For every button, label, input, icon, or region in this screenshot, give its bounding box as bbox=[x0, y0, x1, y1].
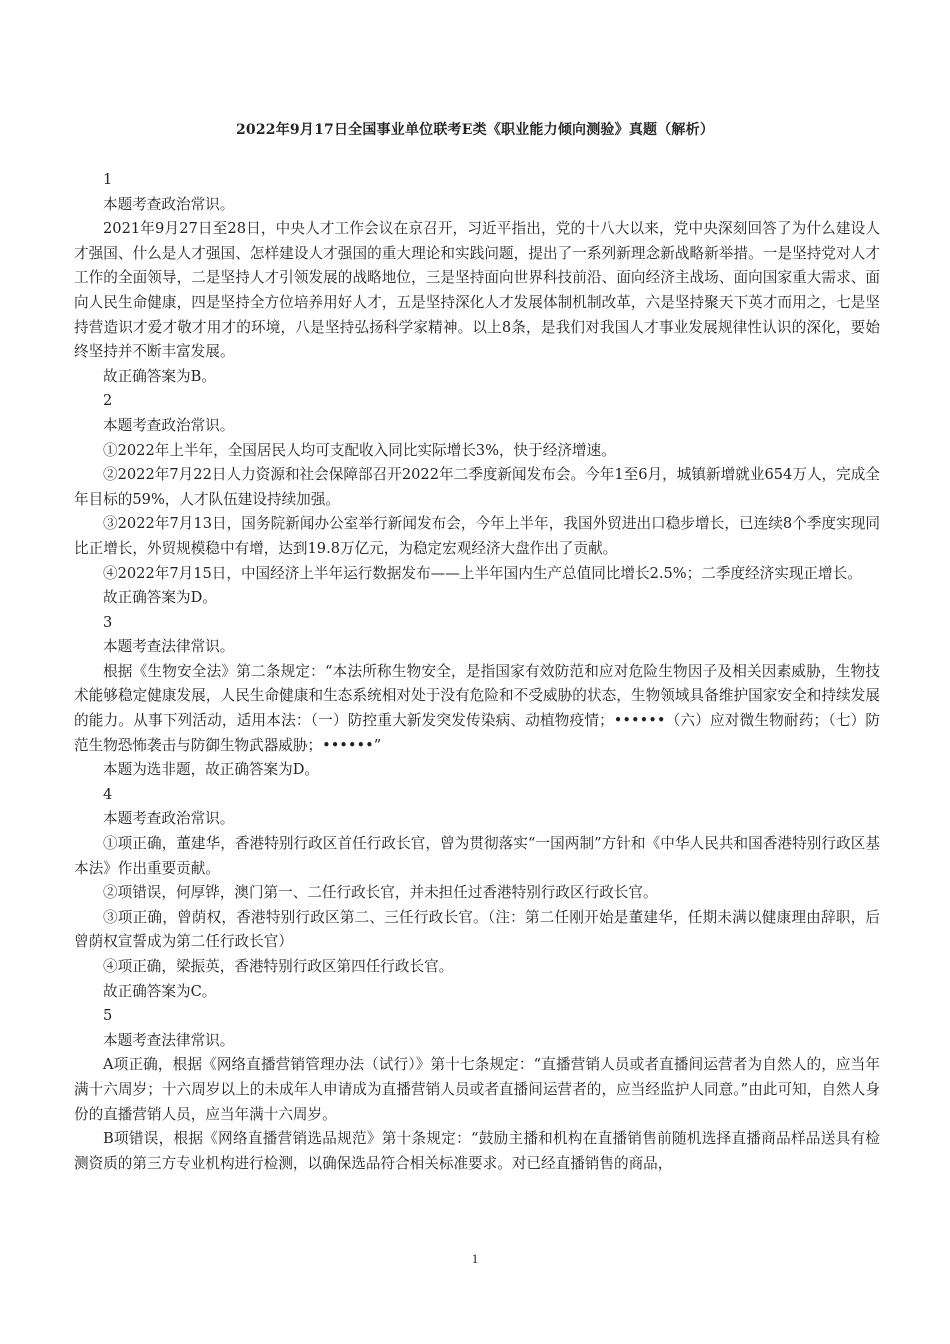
question-number: 4 bbox=[103, 785, 113, 803]
question-paragraph: 本题考查政治常识。 bbox=[103, 195, 235, 213]
question-paragraph: ②2022年7月22日人力资源和社会保障部召开2022年二季度新闻发布会。今年1至6月，城镇新增就业654万人，完成全年目标的59%，人才队伍建设持续加强。 bbox=[74, 466, 880, 508]
question-paragraph: ③项正确，曾荫权，香港特别行政区第二、三任行政长官。（注：第二任刚开始是董建华，任期未满以健康理由辞职，后曾荫权宣誓成为第二任行政长官） bbox=[74, 908, 880, 951]
question-paragraph: B项错误，根据《网络直播营销选品规范》第十条规定：“鼓励主播和机构在直播销售前随机选择直播商品样品送具有检测资质的第三方专业机构进行检测，以确保选品符合相关标准要求。对已经直播销售的商品， bbox=[74, 1130, 880, 1172]
question-number: 5 bbox=[103, 1007, 113, 1025]
question-paragraph: 本题考查法律常识。 bbox=[103, 1031, 235, 1049]
question-paragraph: ③2022年7月13日，国务院新闻办公室举行新闻发布会，今年上半年，我国外贸进出口稳步增长，已连续8个季度实现同比正增长，外贸规模稳中有增，达到19.8万亿元，为稳定宏观经济大盘作出了贡献。 bbox=[74, 515, 880, 557]
document-body bbox=[74, 168, 880, 1176]
question-paragraph: ②项错误，何厚铧，澳门第一、二任行政长官，并未担任过香港特别行政区行政长官。 bbox=[103, 884, 658, 902]
question-paragraph: A项正确，根据《网络直播营销管理办法（试行）》第十七条规定：“直播营销人员或者直播间运营者为自然人的，应当年满十六周岁；十六周岁以上的未成年人申请成为直播营销人员或者直播间运营者的，应当经监护人同意。”由此可知，自然人身份的直播营销人员，应当年满十六周岁。 bbox=[74, 1056, 880, 1123]
question-number: 2 bbox=[103, 392, 113, 410]
question-paragraph: 本题考查政治常识。 bbox=[103, 416, 235, 434]
page-number: 1 bbox=[471, 1251, 479, 1266]
question-paragraph: 本题考查政治常识。 bbox=[103, 810, 235, 828]
question-answer: 故正确答案为B。 bbox=[103, 367, 216, 385]
question-paragraph: 根据《生物安全法》第二条规定：“本法所称生物安全，是指国家有效防范和应对危险生物因子及相关因素威胁，生物技术能够稳定健康发展，人民生命健康和生态系统相对处于没有危险和不受威胁的状态，生物领域具备维护国家安全和持续发展的能力。从事下列活动，适用本法：（一）防控重大新发突发传染病、动植物疫情；••••••（六）应对微生物耐药；（七）防范生物恐怖袭击与防御生物武器威胁；••••••” bbox=[74, 662, 880, 754]
question-answer: 本题为选非题，故正确答案为D。 bbox=[103, 761, 320, 779]
question-paragraph: ①项正确，董建华，香港特别行政区首任行政长官，曾为贯彻落实“一国两制”方针和《中华人民共和国香港特别行政区基本法》作出重要贡献。 bbox=[74, 835, 880, 877]
question-paragraph: 2021年9月27日至28日，中央人才工作会议在京召开，习近平指出，党的十八大以来，党中央深刻回答了为什么建设人才强国、什么是人才强国、怎样建设人才强国的重大理论和实践问题，提出了一系列新理念新战略新举措。一是坚持党对人才工作的全面领导，二是坚持人才引领发展的战略地位，三是坚持面向世界科技前沿、面向经济主战场、面向国家重大需求、面向人民生命健康，四是坚持全方位培养用好人才，五是坚持深化人才发展体制机制改革，六是坚持聚天下英才而用之，七是坚持营造识才爱才敬才用才的环境，八是坚持弘扬科学家精神。以上8条，是我们对我国人才事业发展规律性认识的深化，要始终坚持并不断丰富发展。 bbox=[74, 220, 880, 361]
question-paragraph: ④项正确，梁振英，香港特别行政区第四任行政长官。 bbox=[103, 958, 454, 975]
document-title: 2022年9月17日全国事业单位联考E类《职业能力倾向测验》真题（解析） bbox=[235, 122, 715, 138]
question-number: 1 bbox=[103, 171, 113, 188]
question-paragraph: ①2022年上半年，全国居民人均可支配收入同比实际增长3%，快于经济增速。 bbox=[103, 441, 616, 459]
question-answer: 故正确答案为D。 bbox=[103, 589, 217, 607]
question-number: 3 bbox=[103, 613, 113, 631]
question-paragraph: ④2022年7月15日，中国经济上半年运行数据发布——上半年国内生产总值同比增长2.5%；二季度经济实现正增长。 bbox=[103, 564, 862, 582]
question-paragraph: 本题考查法律常识。 bbox=[103, 638, 235, 656]
question-answer: 故正确答案为C。 bbox=[103, 982, 217, 1000]
